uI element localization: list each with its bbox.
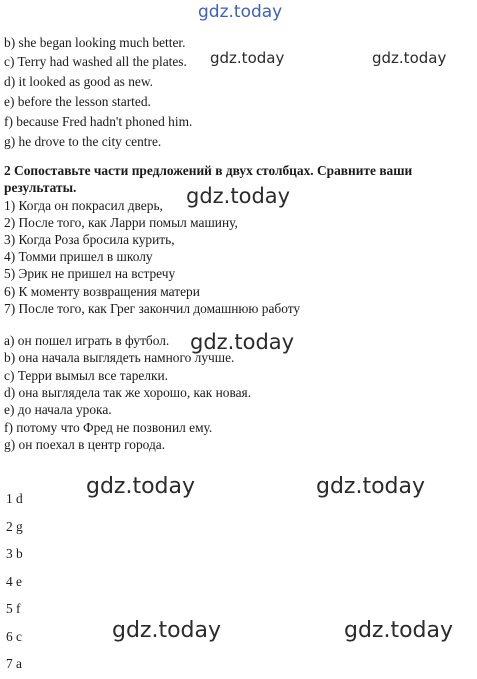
ending-c: c) Терри вымыл все тарелки. xyxy=(4,368,169,383)
prev-option-f: f) because Fred hadn't phoned him. xyxy=(4,114,193,129)
ending-d: d) она выглядела так же хорошо, как новая. xyxy=(4,385,252,400)
watermark: gdz.today xyxy=(372,49,447,67)
ending-f: f) потому что Фред не позвонил ему. xyxy=(4,420,213,435)
watermark: gdz.today xyxy=(86,474,196,499)
answer-2: 2 g xyxy=(6,519,23,534)
prev-option-d: d) it looked as good as new. xyxy=(4,74,154,89)
watermark: gdz.today xyxy=(316,474,426,499)
answer-5: 5 f xyxy=(6,601,21,616)
watermark: gdz.today xyxy=(210,49,285,67)
watermark: gdz.today xyxy=(344,618,454,643)
watermark: gdz.today xyxy=(186,184,291,208)
prev-option-g: g) he drove to the city centre. xyxy=(4,134,162,149)
answer-7: 7 a xyxy=(6,656,22,671)
answer-6: 6 c xyxy=(6,629,22,644)
prev-option-c: c) Terry had washed all the plates. xyxy=(4,54,187,69)
answer-3: 3 b xyxy=(6,546,23,561)
ending-a: a) он пошел играть в футбол. xyxy=(4,333,170,348)
beginning-4: 4) Томми пришел в школу xyxy=(4,249,153,264)
ending-g: g) он поехал в центр города. xyxy=(4,437,166,452)
answer-1: 1 d xyxy=(6,491,23,506)
watermark: gdz.today xyxy=(190,330,295,354)
prev-option-b: b) she began looking much better. xyxy=(4,35,186,50)
beginning-5: 5) Эрик не пришел на встречу xyxy=(4,266,176,281)
ending-b: b) она начала выглядеть намного лучше. xyxy=(4,350,235,365)
watermark: gdz.today xyxy=(112,618,222,643)
watermark-top: gdz.today xyxy=(198,2,283,22)
task-heading-cont: результаты. xyxy=(4,180,77,195)
beginning-2: 2) После того, как Ларри помыл машину, xyxy=(4,215,238,230)
task-heading: 2 Сопоставьте части предложений в двух столбцах. Сравните ваши xyxy=(4,163,413,178)
beginning-6: 6) К моменту возвращения матери xyxy=(4,284,200,299)
ending-e: e) до начала урока. xyxy=(4,402,112,417)
answer-4: 4 e xyxy=(6,574,22,589)
beginning-3: 3) Когда Роза бросила курить, xyxy=(4,232,175,247)
beginning-7: 7) После того, как Грег закончил домашнюю работу xyxy=(4,301,301,316)
beginning-1: 1) Когда он покрасил дверь, xyxy=(4,198,163,213)
prev-option-e: e) before the lesson started. xyxy=(4,94,151,109)
